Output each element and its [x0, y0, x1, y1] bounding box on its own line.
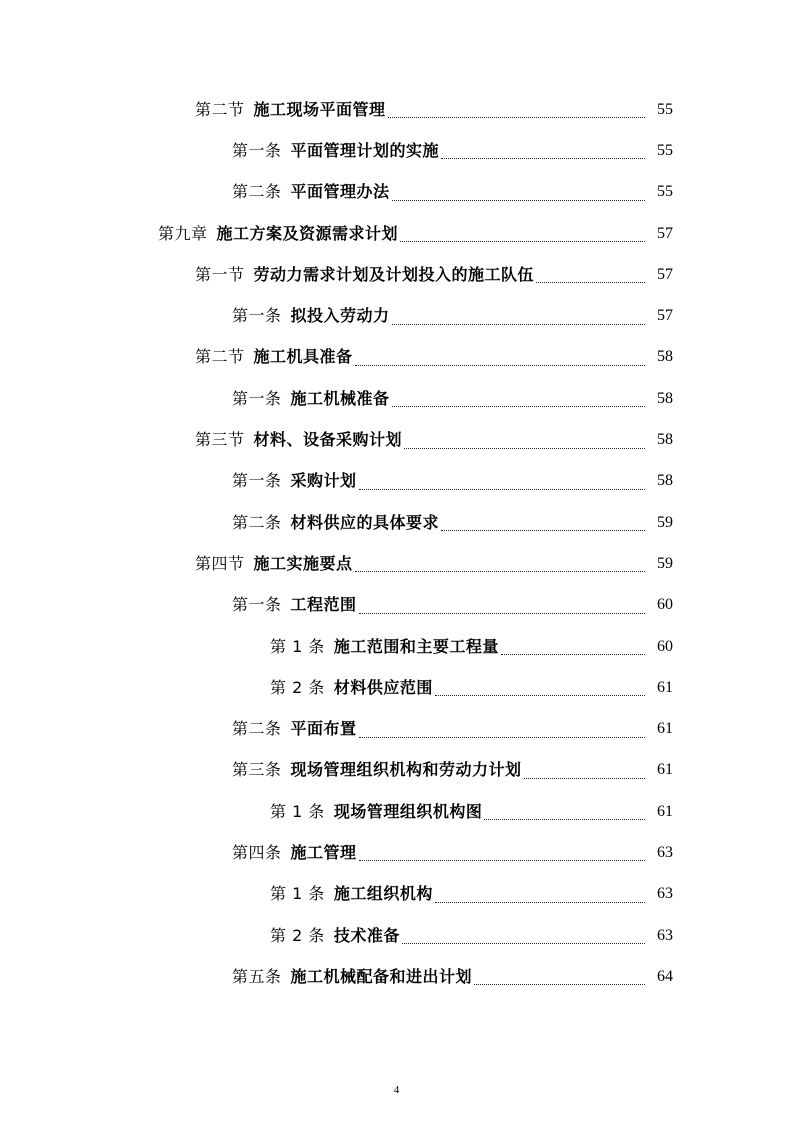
dot-leader	[388, 103, 645, 118]
toc-entry[interactable]	[0, 213, 793, 254]
toc-entry[interactable]	[0, 626, 793, 667]
toc-entry[interactable]	[0, 254, 793, 295]
toc-entry-label: 第一条	[232, 140, 282, 160]
page-number: 4	[393, 1084, 400, 1096]
toc-entry-label: 第 1 条	[270, 636, 325, 656]
toc-entry[interactable]	[0, 130, 793, 171]
toc-entry-page: 61	[657, 802, 673, 820]
dot-leader	[441, 516, 645, 531]
toc-entry-title: 劳动力需求计划及计划投入的施工队伍	[253, 264, 535, 284]
dot-leader	[435, 888, 645, 903]
toc-entry-page: 58	[657, 389, 673, 407]
toc-entry-title: 材料供应范围	[333, 677, 433, 697]
toc-entry-label: 第一条	[232, 306, 282, 326]
dot-leader	[392, 310, 645, 325]
dot-leader	[355, 557, 645, 572]
toc-entry-title: 施工实施要点	[253, 553, 353, 573]
toc-entry-label: 第一条	[232, 388, 282, 408]
toc-entry-page: 55	[657, 141, 673, 159]
dot-leader	[441, 144, 645, 159]
toc-entry-page: 58	[657, 431, 673, 449]
toc-entry-label: 第一条	[232, 595, 282, 615]
toc-entry[interactable]	[0, 874, 793, 915]
toc-entry[interactable]	[0, 915, 793, 956]
toc-entry-title: 施工机具准备	[253, 347, 353, 367]
toc-entry-page: 64	[657, 967, 673, 985]
toc-entry-label: 第二节	[195, 99, 245, 119]
dot-leader	[484, 805, 645, 820]
toc-entry-label: 第一节	[195, 264, 245, 284]
toc-entry-page: 55	[657, 100, 673, 118]
toc-entry-label: 第二条	[232, 512, 282, 532]
toc-entry-title: 平面管理办法	[290, 182, 390, 202]
toc-entry[interactable]	[0, 956, 793, 997]
toc-entry-page: 63	[657, 926, 673, 944]
toc-entry[interactable]	[0, 172, 793, 213]
toc-entry-page: 57	[657, 307, 673, 325]
toc-entry-page: 59	[657, 554, 673, 572]
toc-entry-label: 第五条	[232, 966, 282, 986]
toc-entry-title: 材料供应的具体要求	[290, 512, 440, 532]
toc-entry-page: 61	[657, 720, 673, 738]
toc-entry-page: 58	[657, 472, 673, 490]
toc-entry-page: 60	[657, 637, 673, 655]
toc-entry-label: 第四节	[195, 553, 245, 573]
toc-entry-page: 63	[657, 885, 673, 903]
dot-leader	[392, 186, 645, 201]
toc-entry-title: 施工范围和主要工程量	[333, 636, 499, 656]
toc-entry-label: 第 2 条	[270, 925, 325, 945]
dot-leader	[404, 434, 645, 449]
toc-entry[interactable]	[0, 502, 793, 543]
toc-entry-title: 工程范围	[290, 595, 357, 615]
dot-leader	[524, 764, 645, 779]
toc-entry-label: 第 2 条	[270, 677, 325, 697]
toc-entry[interactable]	[0, 750, 793, 791]
toc-entry-title: 平面布置	[290, 719, 357, 739]
toc-entry[interactable]	[0, 89, 793, 130]
dot-leader	[474, 970, 645, 985]
dot-leader	[359, 846, 645, 861]
toc-entry-page: 59	[657, 513, 673, 531]
toc-entry[interactable]	[0, 791, 793, 832]
dot-leader	[359, 475, 645, 490]
toc-entry[interactable]	[0, 585, 793, 626]
toc-entry[interactable]	[0, 295, 793, 336]
toc-entry-page: 55	[657, 183, 673, 201]
toc-entry-label: 第二条	[232, 719, 282, 739]
toc-entry-page: 61	[657, 761, 673, 779]
toc-entry-title: 施工机械配备和进出计划	[290, 966, 473, 986]
toc-entry-title: 现场管理组织机构图	[333, 801, 483, 821]
dot-leader	[359, 599, 645, 614]
toc-entry-label: 第四条	[232, 842, 282, 862]
toc-entry-page: 60	[657, 596, 673, 614]
toc-entry-label: 第三节	[195, 430, 245, 450]
toc-entry-title: 施工机械准备	[290, 388, 390, 408]
dot-leader	[392, 392, 645, 407]
toc-entry-label: 第三条	[232, 760, 282, 780]
dot-leader	[355, 351, 645, 366]
dot-leader	[501, 640, 645, 655]
toc-entry[interactable]	[0, 461, 793, 502]
toc-entry-title: 现场管理组织机构和劳动力计划	[290, 760, 522, 780]
toc-entry-page: 63	[657, 843, 673, 861]
toc-entry-title: 施工管理	[290, 842, 357, 862]
toc-entry-page: 57	[657, 265, 673, 283]
toc-entry-label: 第九章	[158, 223, 208, 243]
toc-entry-title: 拟投入劳动力	[290, 306, 390, 326]
toc-entry-page: 58	[657, 348, 673, 366]
toc-entry-label: 第二节	[195, 347, 245, 367]
toc-entry-label: 第二条	[232, 182, 282, 202]
dot-leader	[536, 268, 645, 283]
toc-entry[interactable]	[0, 543, 793, 584]
toc-entry-title: 施工组织机构	[333, 884, 433, 904]
toc-entry-title: 施工现场平面管理	[253, 99, 386, 119]
toc-entry-label: 第 1 条	[270, 884, 325, 904]
toc-entry[interactable]	[0, 419, 793, 460]
toc-entry[interactable]	[0, 337, 793, 378]
dot-leader	[359, 723, 645, 738]
toc-entry-title: 平面管理计划的实施	[290, 140, 440, 160]
toc-entry[interactable]	[0, 378, 793, 419]
toc-entry-title: 材料、设备采购计划	[253, 430, 403, 450]
toc-entry-title: 技术准备	[333, 925, 400, 945]
table-of-contents	[0, 89, 793, 998]
toc-entry-page: 57	[657, 224, 673, 242]
toc-entry[interactable]	[0, 832, 793, 873]
toc-entry[interactable]	[0, 667, 793, 708]
toc-entry-title: 采购计划	[290, 471, 357, 491]
toc-entry-page: 61	[657, 678, 673, 696]
toc-entry-label: 第 1 条	[270, 801, 325, 821]
dot-leader	[402, 929, 645, 944]
toc-entry-label: 第一条	[232, 471, 282, 491]
toc-entry-title: 施工方案及资源需求计划	[216, 223, 399, 243]
dot-leader	[400, 227, 645, 242]
dot-leader	[435, 681, 645, 696]
toc-entry[interactable]	[0, 708, 793, 749]
